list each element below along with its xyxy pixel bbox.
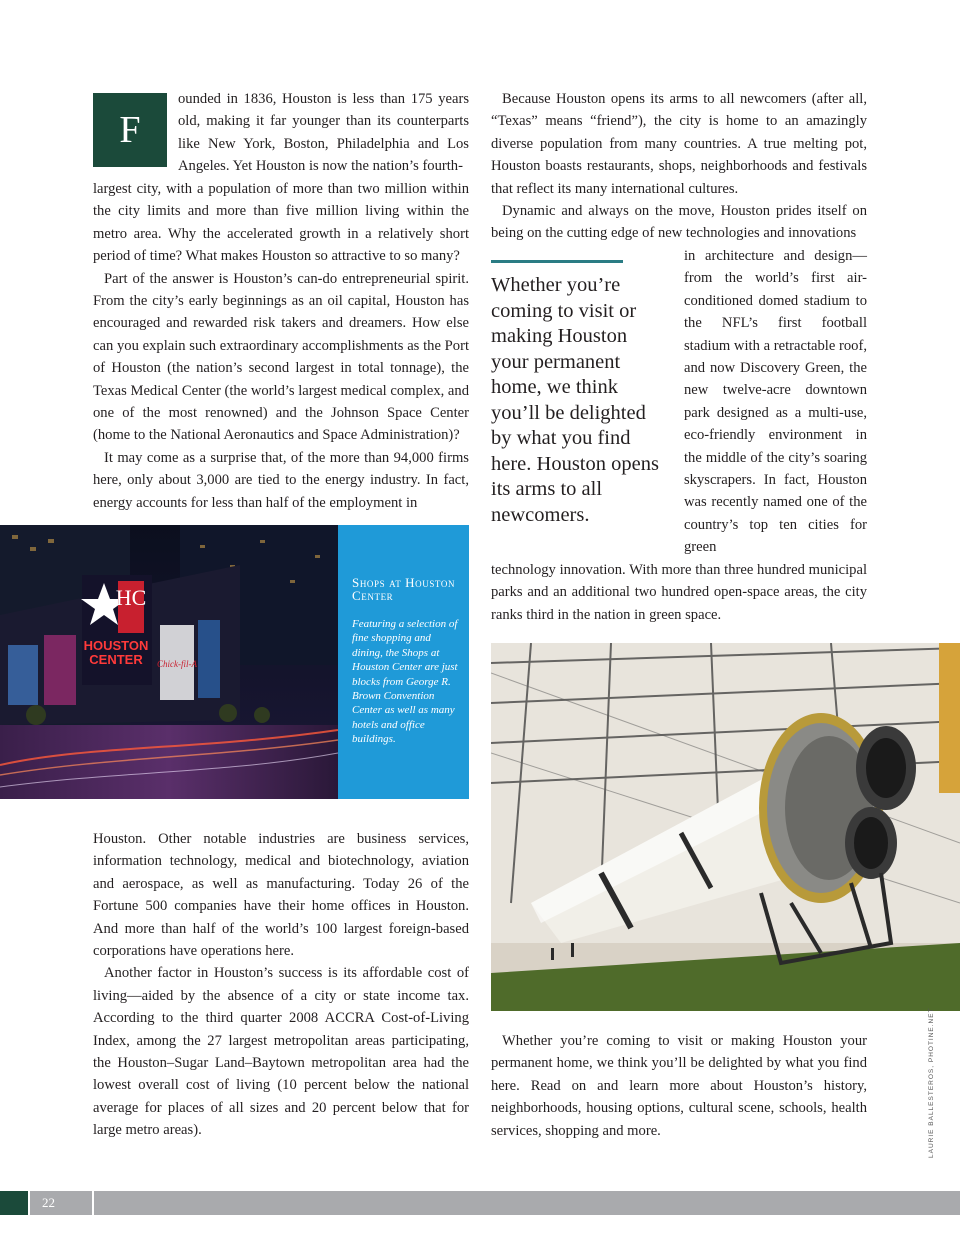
hc-logo-text: HC [115,585,147,610]
pull-quote-rule [491,260,623,263]
right-column-continued [491,559,867,626]
sign-center: CENTER [89,652,143,667]
photo-credit: LAURIE BALLESTEROS, PHOTINE.NET [928,1007,935,1158]
caption-title: Shops at Houston Center [352,575,456,603]
left-column-top [93,178,469,514]
paragraph-green-space: technology innovation. With more than three hundred municipal parks and an additional two hundred open-space areas, the city ranks third in the nation in green space. [491,562,867,623]
paragraph-architecture: in architecture and design—from the world’s first air-conditioned domed stadium to the NFL’s first football stadium with a retractable roof, and now Discovery Green, the new twelve-acre downtown park designed as a multi-use, eco-friendly environment in the middle of the city’s soaring skyscrapers. In fact, Houston was recently named one of the country’s top ten cities for green [684,248,867,556]
photo-caption-box [338,525,469,799]
paragraph-energy: It may come as a surprise that, of the more than 94,000 firms here, only about 3,000 are tied to the energy industry. In fact, energy accounts for less than half of the employment in [93,449,469,511]
paragraph-entrepreneurial: Part of the answer is Houston’s can-do entrepreneurial spirit. From the city’s early beginnings as an oil capital, Houston has encouraged and rewarded risk takers and dreamers. How else can you explain such extraordinary accomplishments as the Port of Houston (the nation’s second largest in total tonnage), the Texas Medical Center (the world’s largest medical complex, and one of the most renowned) and the Johnson Space Center (home to the National Aeronautics and Space Administration)? [93,270,469,444]
saturn-rocket-image [491,643,960,1011]
sign-store: Chick-fil-A [157,659,197,669]
footer-accent [0,1191,28,1215]
paragraph-dynamic-start: Dynamic and always on the move, Houston prides itself on being on the cutting edge of new technologies and innovations [491,203,867,242]
intro-paragraph-first-lines: ounded in 1836, Houston is less than 175 years old, making it far younger than its counterparts like New York, Boston, Philadelphia and Los Angeles. Yet Houston is now the nation’s fourth- [178,91,469,175]
right-column-bottom [491,1030,867,1142]
rocket-photo [491,643,960,1011]
caption-text: Featuring a selection of fine shopping and dining, the Shops at Houston Center are just blocks from George R. Brown Convention Center as well as many hotels and office buildings. [352,618,458,746]
footer-page-block [30,1191,92,1215]
houston-center-photo [0,525,338,799]
footer-bar [0,1191,960,1215]
paragraph-newcomers: Because Houston opens its arms to all newcomers (after all, “Texas” means “friend”), the city is home to an amazingly diverse population from many countries. A true melting pot, Houston boasts restaurants, shops, neighborhoods and festivals that reflect its many international cultures. [491,91,867,197]
paragraph-closing: Whether you’re coming to visit or making Houston your permanent home, we think you’ll be delighted by what you find here. Read on and learn more about Houston’s history, neighborhoods, housing options, cultural scene, schools, health services, shopping and more. [491,1033,867,1139]
right-column-top [491,88,867,245]
left-column-bottom [93,828,469,1142]
paragraph-industries: Houston. Other notable industries are business services, information technology, medical and biotechnology, aviation and aerospace, as well as manufacturing. Today 26 of the Fortune 500 companies have their home offices in Houston. And more than half of the world’s 100 largest foreign-based corporations have operations here. [93,831,469,960]
pull-quote: Whether you’re coming to visit or making Houston your permanent home, we think you’ll be delighted by what you find here. Houston opens its arms to all newcomers. [491,274,659,526]
page-number: 22 [42,1195,55,1210]
houston-center-night-image [0,525,338,799]
sign-houston: HOUSTON [83,638,149,653]
intro-paragraph-rest: largest city, with a population of more than two million within the city limits and more than five million living within the metro area. Why the accelerated growth in a relatively short period of time? What makes Houston so attractive to so many? [93,181,469,265]
right-column-narrow [684,245,867,559]
drop-cap: F [93,93,167,167]
footer-rule [94,1191,960,1215]
paragraph-cost-of-living: Another factor in Houston’s success is its affordable cost of living—aided by the absence of a city or state income tax. According to the third quarter 2008 ACCRA Cost-of-Living Index, among the 27 largest metropolitan areas participating, the Houston–Sugar Land–Baytown metropolitan area had the lowest overall cost of living (10 percent below the national average for places of all sizes and 20 percent below that for large metro areas). [93,965,469,1139]
